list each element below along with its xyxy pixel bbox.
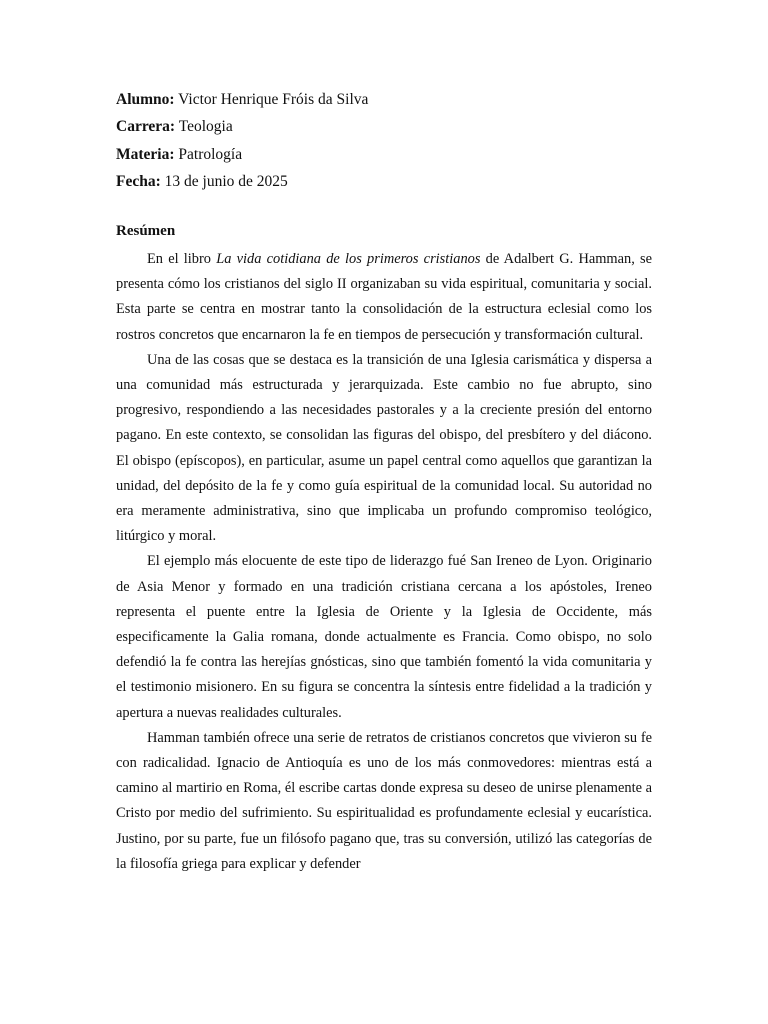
date-label: Fecha: [116,172,161,190]
date-line [116,168,652,195]
section-title: Resúmen [116,223,176,239]
paragraph-3: El ejemplo más elocuente de este tipo de liderazgo fué San Ireneo de Lyon. Originario de Asia Menor y formado en una tradición cristiana cercana a los apóstoles, Ireneo representa el puente entre la Iglesia de Oriente y la Iglesia de Occidente, más especificamente la Galia romana, donde actualmente es Francia. Como obispo, no solo defendió la fe contra las herejías gnósticas, sino que también fomentó la vida comunitaria y el testimonio misionero. En su figura se concentra la síntesis entre fidelidad a la tradición y apertura a nuevas realidades culturales. [116,553,652,721]
subject-label: Materia: [116,145,175,163]
student-label: Alumno: [116,91,175,108]
career-line [116,113,652,140]
paragraph-1-intro: En el libro [147,251,217,267]
paragraph-1-text: de Adalbert G. Hamman, se presenta cómo los cristianos del siglo II organizaban su vida espiritual, comunitaria y social. Esta parte se centra en mostrar tanto la consolidación de la estructura eclesial como los rostros concretos que encarnaron la fe en tiempos de persecución y transformación cultural. [116,251,653,343]
subject-line [116,141,652,168]
career-value: Teologia [175,118,233,136]
book-title: La vida cotidiana de los primeros cristianos [216,251,481,267]
career-label: Carrera: [116,118,176,136]
paragraph-4: Hamman también ofrece una serie de retratos de cristianos concretos que vivieron su fe con radicalidad. Ignacio de Antioquía es uno de los más conmovedores: mientras está a camino al martirio en Roma, él escribe cartas donde expresa su deseo de unirse plenamente a Cristo por medio del sufrimiento. Su espiritualidad es profundamente eclesial y eucarística. Justino, por su parte, fue un filósofo pagano que, tras su conversión, utilizó las categorías de la filosofía griega para explicar y defender [116,729,652,872]
paragraph-1 [116,247,652,348]
subject-value: Patrología [174,145,243,163]
date-value: 13 de junio de 2025 [160,172,288,190]
document-page [116,86,653,872]
student-line [116,86,652,113]
summary-body [116,247,652,877]
student-value: Victor Henrique Fróis da Silva [174,91,369,108]
paragraph-2: Una de las cosas que se destaca es la transición de una Iglesia carismática y dispersa a una comunidad más estructurada y jerarquizada. Este cambio no fue abrupto, sino progresivo, respondiendo a las necesidades pastorales y a la creciente presión del entorno pagano. En este contexto, se consolidan las figuras del obispo, del presbítero y del diácono. El obispo (epíscopos), en particular, asume un papel central como aquellos que garantizan la unidad, del depósito de la fe y como guía espiritual de la comunidad local. Su autoridad no era meramente administrativa, sino que implicaba un profundo compromiso teológico, litúrgico y moral. [116,351,652,545]
